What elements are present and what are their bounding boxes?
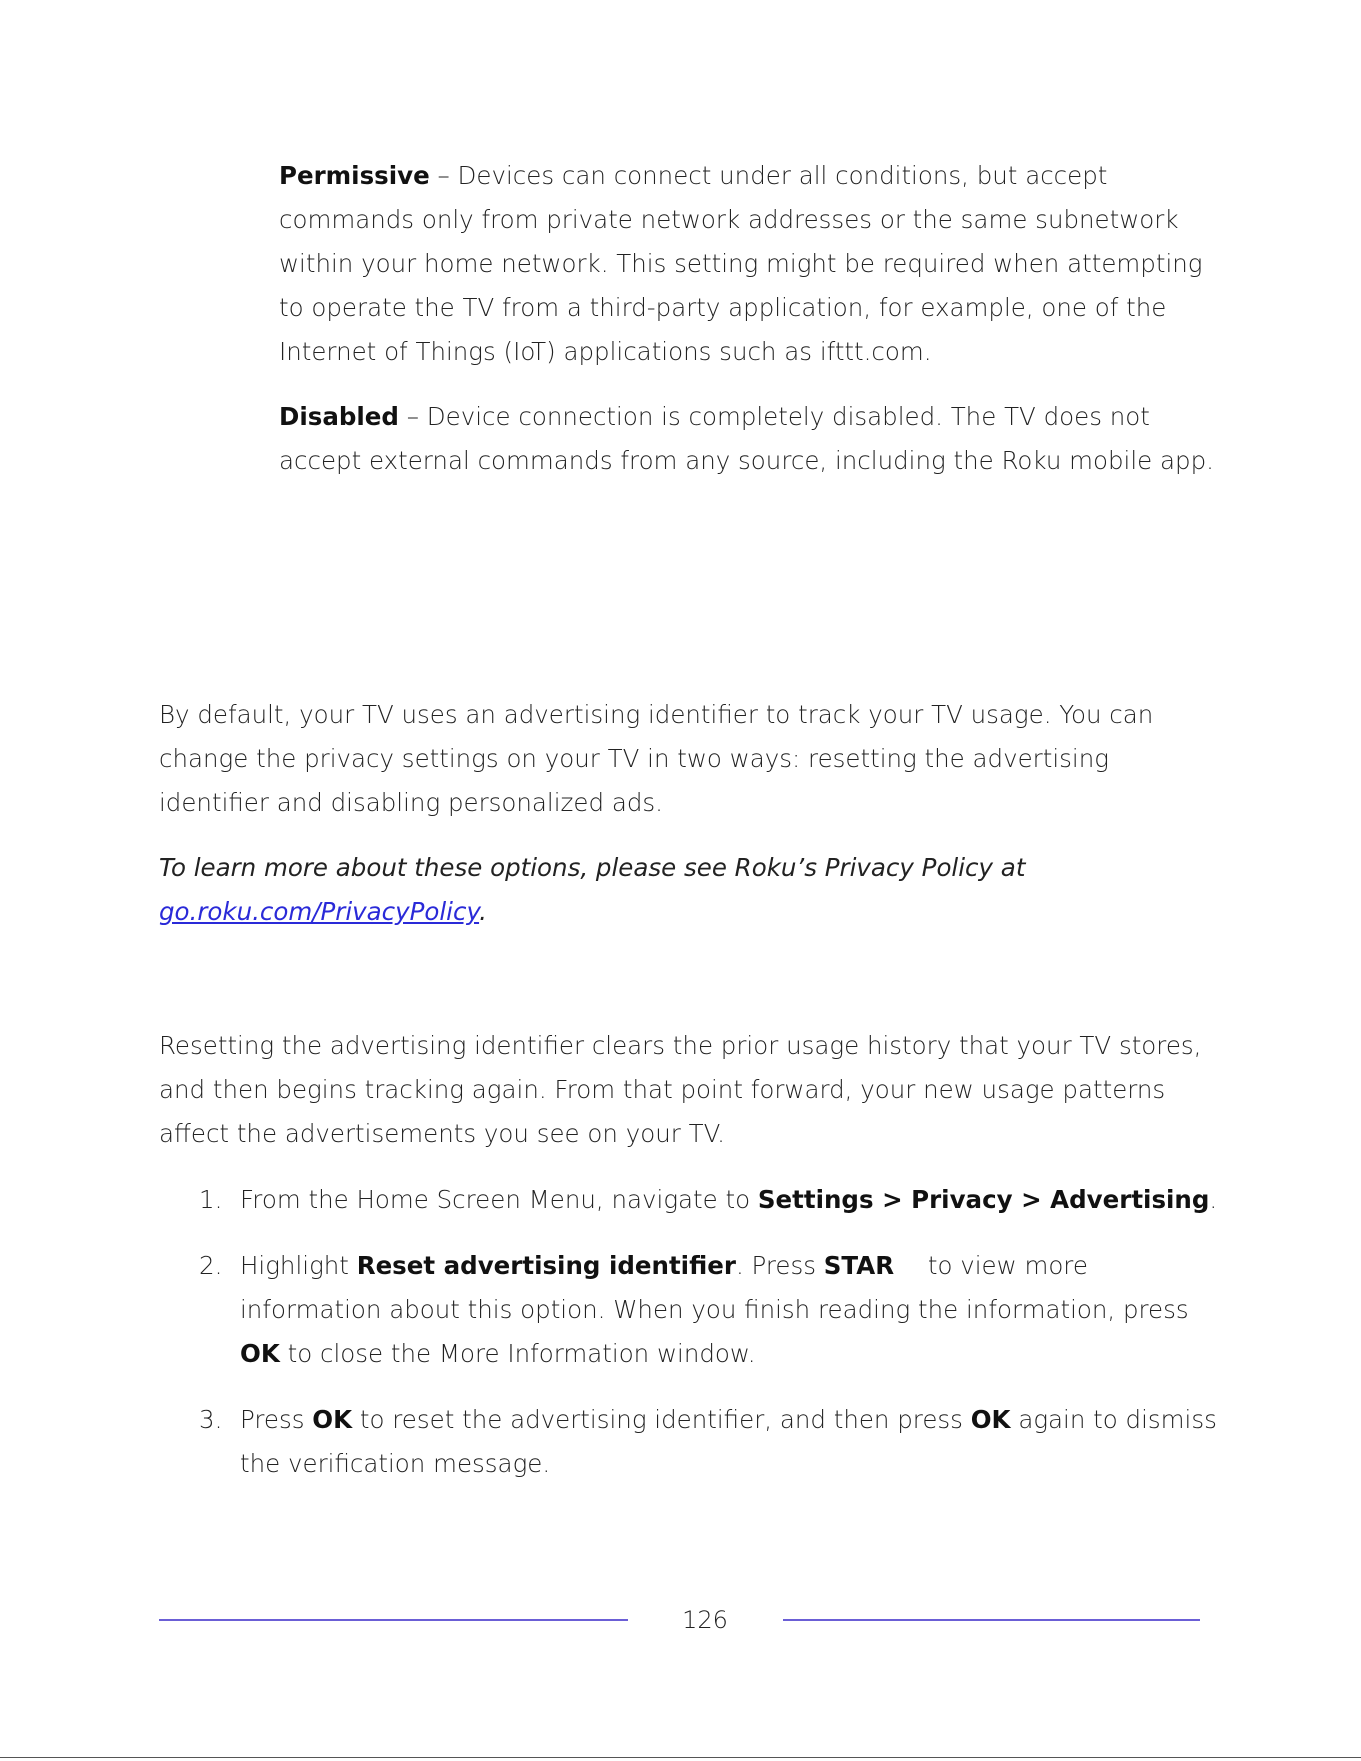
step-text: Press bbox=[240, 1405, 313, 1434]
step-text: . Press bbox=[735, 1251, 824, 1280]
step-text: to view more information about this option. When you finish reading the information, press bbox=[240, 1251, 1189, 1324]
footer-rule-right bbox=[783, 1619, 1200, 1621]
ok-key-label: OK bbox=[240, 1339, 280, 1368]
privacy-policy-link[interactable]: go.roku.com/PrivacyPolicy bbox=[159, 897, 480, 926]
privacy-note-end: . bbox=[479, 897, 487, 926]
page-bottom-border bbox=[0, 1757, 1361, 1758]
list-item bbox=[159, 1398, 1219, 1486]
steps-list bbox=[159, 1178, 1219, 1486]
step-text: Highlight bbox=[240, 1251, 357, 1280]
footer-rule-left bbox=[159, 1619, 628, 1621]
permissive-term: Permissive bbox=[279, 161, 430, 190]
privacy-note-paragraph bbox=[159, 846, 1219, 934]
privacy-note-text: To learn more about these options, please see Roku’s Privacy Policy at bbox=[159, 853, 1026, 882]
ok-key-label: OK bbox=[970, 1405, 1011, 1434]
menu-option-name: Reset advertising identifier bbox=[356, 1251, 736, 1280]
step-text: . bbox=[1209, 1185, 1218, 1214]
menu-path: Settings > Privacy > Advertising bbox=[757, 1185, 1210, 1214]
list-item bbox=[159, 1178, 1219, 1222]
ok-key-label: OK bbox=[312, 1405, 353, 1434]
permissive-description: – Devices can connect under all conditions, but accept commands only from private network addresses or the same subnetwork within your home network. This setting might be required when attempting to operate the TV from a third-party application, for example, one of the Internet of Things (IoT) applications such as ifttt.com. bbox=[279, 161, 1203, 366]
step-number: 1. bbox=[199, 1185, 223, 1214]
step-number: 3. bbox=[199, 1405, 223, 1434]
star-key-label: STAR bbox=[823, 1251, 895, 1280]
disabled-term: Disabled bbox=[279, 402, 399, 431]
permissive-paragraph bbox=[279, 154, 1219, 374]
step-text: From the Home Screen Menu, navigate to bbox=[240, 1185, 758, 1214]
page-number: 126 bbox=[682, 1606, 728, 1634]
step-text: again to dismiss the verification message. bbox=[240, 1405, 1217, 1478]
reset-intro-paragraph: Resetting the advertising identifier clears the prior usage history that your TV stores, and then begins tracking again. From that point forward, your new usage patterns affect the advertisements you see on your TV. bbox=[159, 1031, 1202, 1148]
privacy-intro-paragraph: By default, your TV uses an advertising identifier to track your TV usage. You can change the privacy settings on your TV in two ways: resetting the advertising identifier and disabling personalized ads. bbox=[159, 700, 1154, 817]
step-text: to reset the advertising identifier, and then press bbox=[352, 1405, 971, 1434]
disabled-paragraph bbox=[279, 395, 1219, 483]
step-text: to close the More Information window. bbox=[279, 1339, 756, 1368]
list-item bbox=[159, 1244, 1219, 1376]
disabled-description: – Device connection is completely disabled. The TV does not accept external commands from any source, including the Roku mobile app. bbox=[279, 402, 1214, 475]
step-number: 2. bbox=[199, 1251, 223, 1280]
